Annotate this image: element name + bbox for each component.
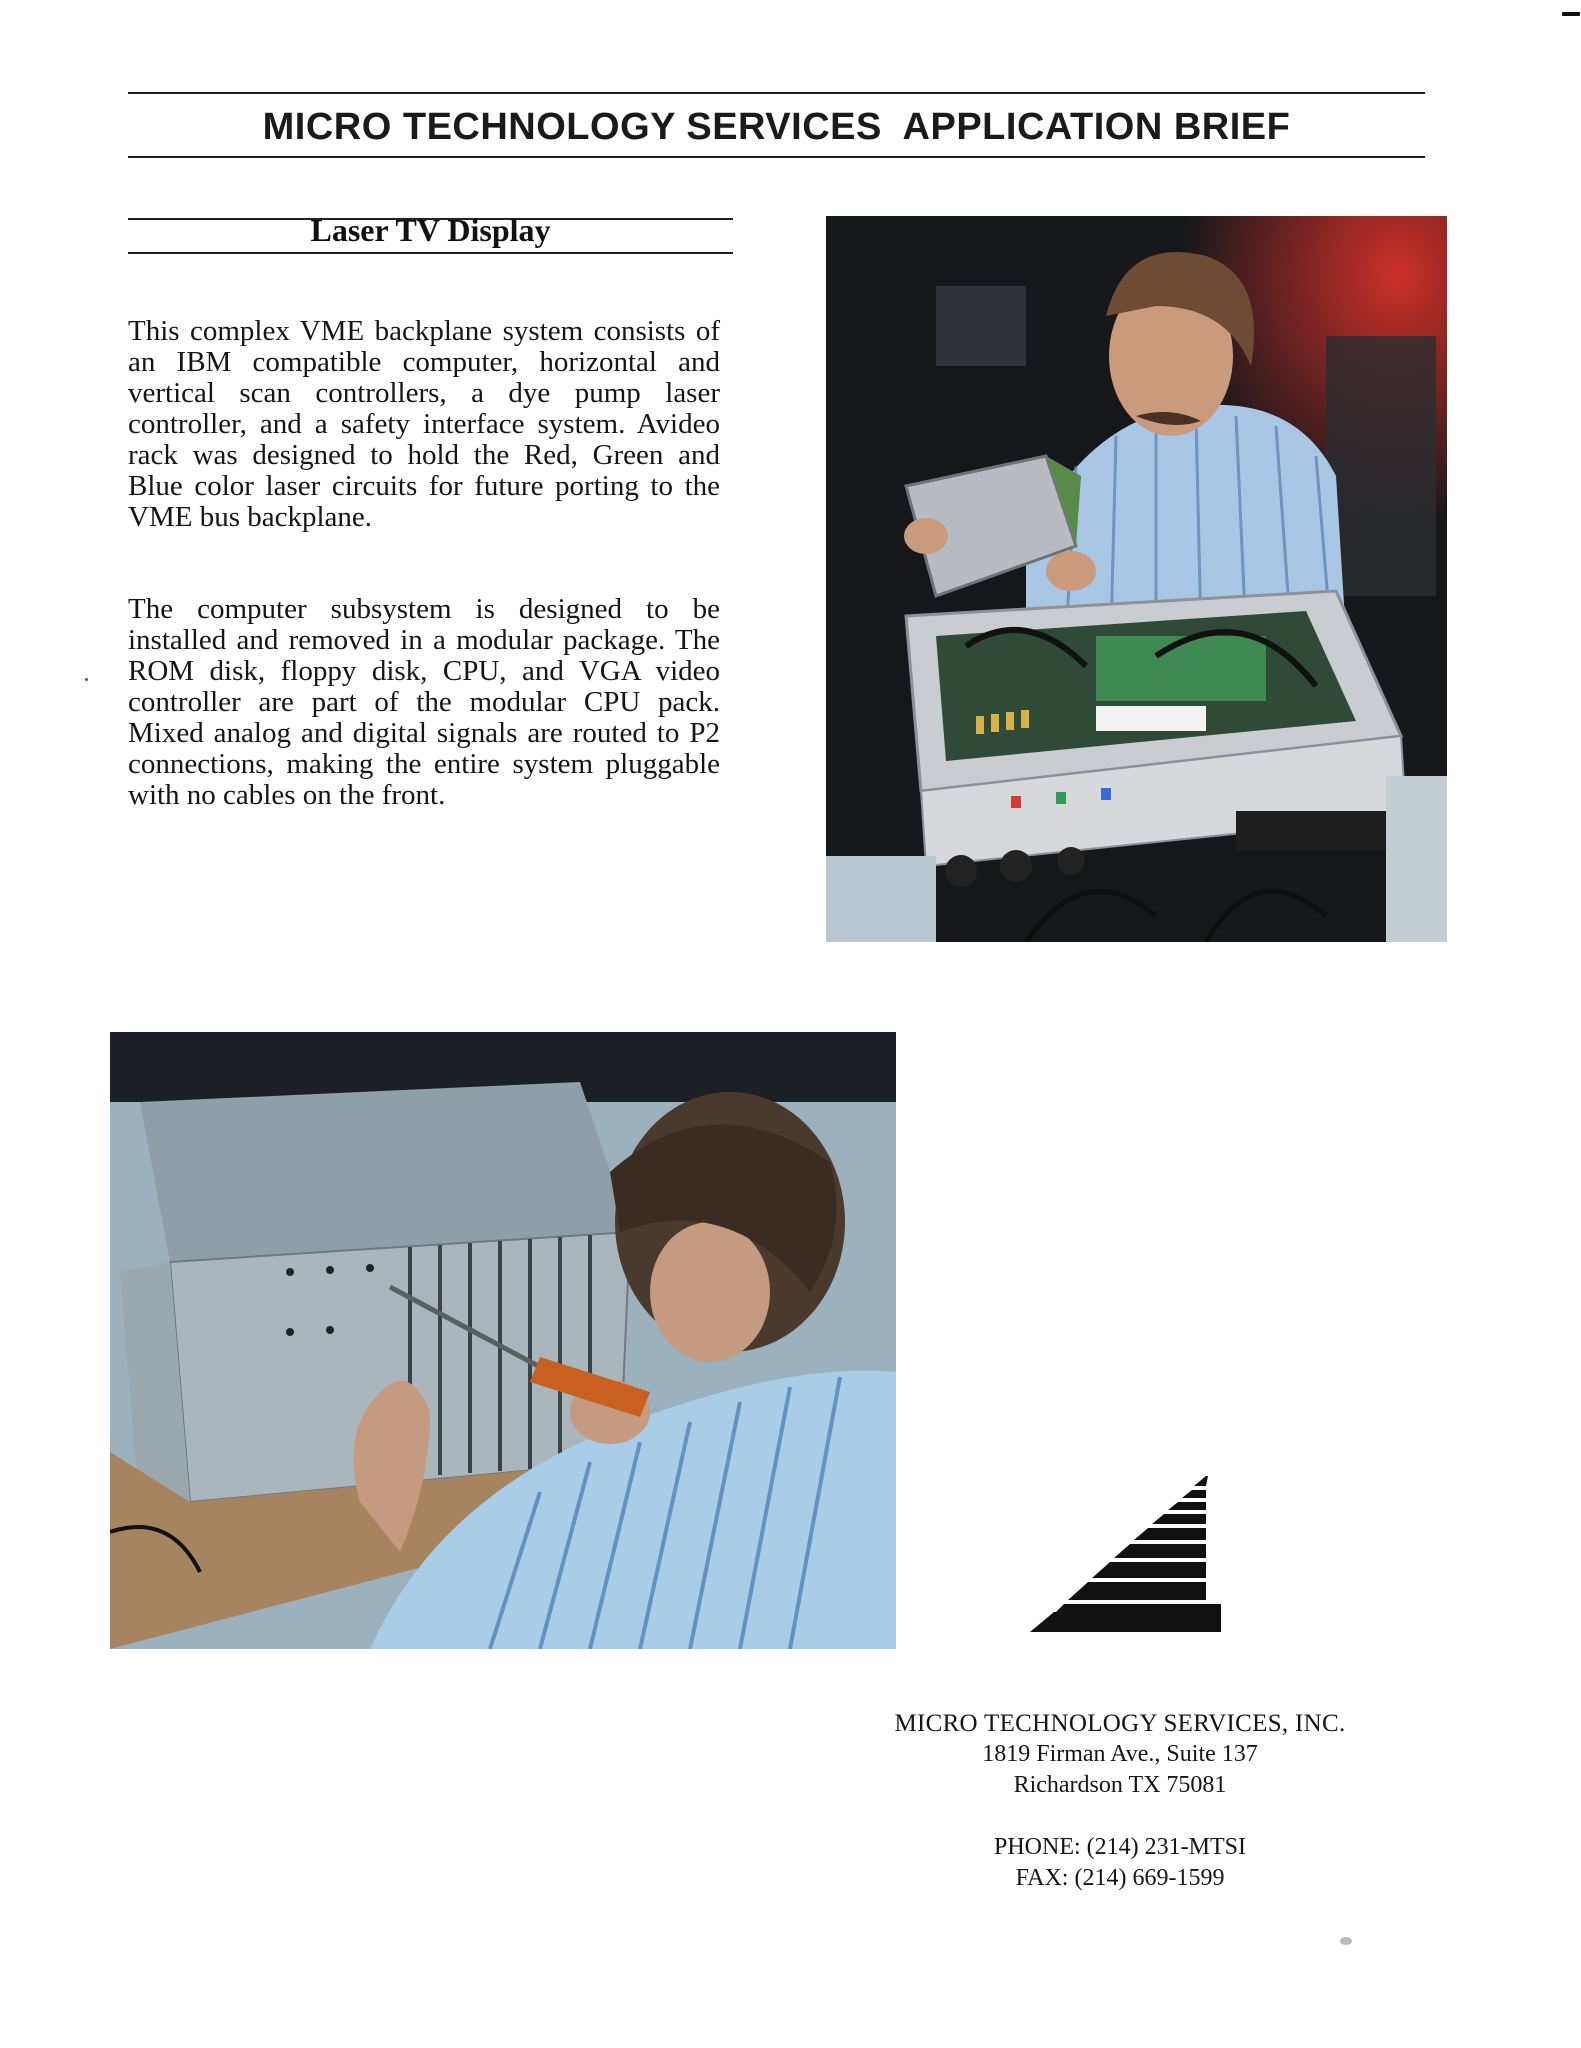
company-city: Richardson TX 75081	[1013, 1772, 1227, 1798]
technician-with-vme-rack-photo	[110, 1032, 896, 1649]
company-fax: FAX: (214) 669-1599	[1015, 1865, 1225, 1891]
company-street: 1819 Firman Ave., Suite 137	[982, 1741, 1258, 1767]
company-phone: PHONE: (214) 231-MTSI	[994, 1834, 1246, 1860]
header-rule-bottom	[128, 156, 1425, 158]
section-rule-bottom	[128, 252, 733, 254]
stacked-triangle-logo	[1026, 1474, 1226, 1666]
section-title: Laser TV Display	[310, 212, 551, 248]
scan-speck	[85, 678, 88, 681]
page-title: MICRO TECHNOLOGY SERVICES APPLICATION BRIEF	[262, 106, 1291, 148]
header-rule-top	[128, 92, 1425, 94]
body-paragraph-1: This complex VME backplane system consists of an IBM compatible computer, horizontal and vertical scan controllers, a dye pump laser controller, and a safety interface system. Avideo rack was designed to hold the Red, Green and Blue color laser circuits for future porting to the VME bus backplane.	[128, 315, 720, 533]
company-name: MICRO TECHNOLOGY SERVICES, INC.	[894, 1710, 1346, 1737]
scan-mark	[1562, 12, 1580, 16]
body-paragraph-2: The computer subsystem is designed to be installed and removed in a modular package. The ROM disk, floppy disk, CPU, and VGA video controller are part of the modular CPU pack. Mixed analog and digital signals are routed to P2 connections, making the entire system pluggable with no cables on the front.	[128, 593, 720, 811]
scan-speck	[1340, 1937, 1352, 1945]
technician-with-laser-controller-photo	[826, 216, 1447, 942]
